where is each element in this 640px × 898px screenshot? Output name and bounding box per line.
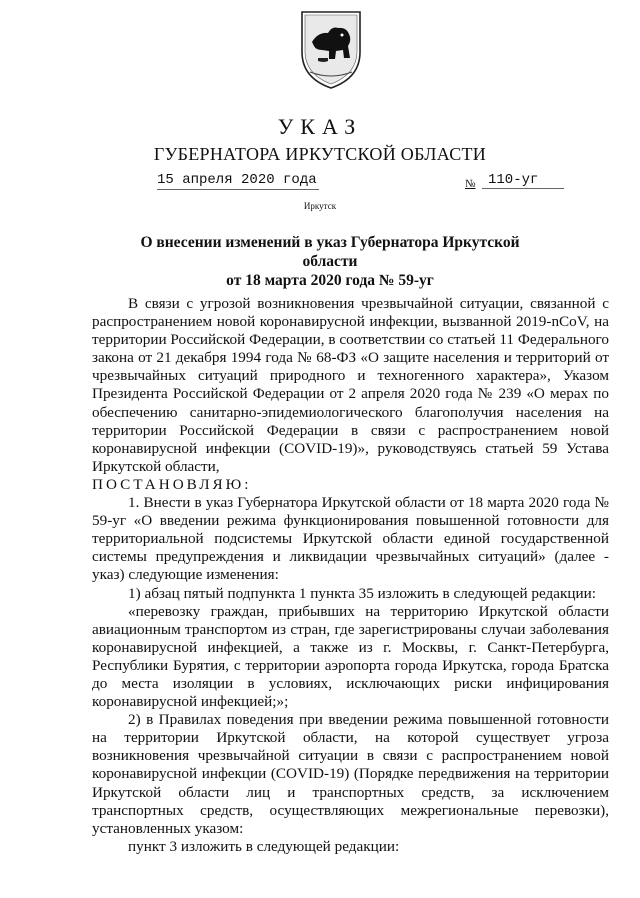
document-heading — [120, 233, 540, 290]
issuer: ГУБЕРНАТОРА ИРКУТСКОЙ ОБЛАСТИ — [153, 144, 487, 164]
subitem-2-clause: пункт 3 изложить в следующей редакции: — [128, 837, 400, 855]
document-type: УКАЗ — [277, 114, 363, 139]
heading-line-2: от 18 марта 2020 года № 59-уг — [226, 272, 434, 289]
issue-date: 15 апреля 2020 года — [157, 172, 317, 188]
number-label: № — [465, 178, 476, 190]
coat-of-arms-icon — [298, 6, 364, 90]
subitem-2-paragraph: 2) в Правилах поведения при введении режима повышенной готовности на территории Иркутской области, на которой существует угроза возникновения чрезвычайной ситуации в связи с распространением новой коронавирусной инфекции (COVID-19) (Порядке передвижения на территории Иркутской области лиц и транспортных средств, за исключением транспортных средств, осуществляющих межрегиональные перевозки), установленных указом: — [92, 711, 609, 837]
document-body — [92, 295, 609, 856]
decree-word: ПОСТАНОВЛЯЮ: — [92, 475, 252, 493]
document-number: 110-уг — [482, 172, 564, 189]
quote-1-paragraph: «перевозку граждан, прибывших на территорию Иркутской области авиационным транспортом из стран, где зарегистрированы случаи заболевания коронавирусной инфекцией, а также из г. Москвы, г. Санкт-Петербурга, Республики Бурятия, с территории аэропорта города Иркутска, города Братска до места изоляции в условиях, исключающих риски инфицирования коронавирусной инфекцией;»; — [92, 602, 609, 711]
subitem-1-paragraph: 1) абзац пятый подпункта 1 пункта 35 изложить в следующей редакции: — [128, 584, 596, 602]
item-1-paragraph: 1. Внести в указ Губернатора Иркутской области от 18 марта 2020 года № 59-уг «О введении режима функционирования повышенной готовности для территориальной подсистемы Иркутской области единой государственной системы предупреждения и ликвидации чрезвычайных ситуаций» (далее - указ) следующие изменения: — [92, 494, 609, 584]
city: Иркутск — [303, 201, 337, 211]
heading-line-1: О внесении изменений в указ Губернатора Иркутской области — [140, 234, 520, 270]
preamble-paragraph: В связи с угрозой возникновения чрезвычайной ситуации, связанной с распространением новой коронавирусной инфекции, вызванной 2019-nCoV, на территории Российской Федерации, в соответствии со статьей 11 Федерального закона от 21 декабря 1994 года № 68-ФЗ «О защите населения и территорий от чрезвычайных ситуаций природного и техногенного характера», Указом Президента Российской Федерации от 2 апреля 2020 года № 239 «О мерах по обеспечению санитарно-эпидемиологического благополучия населения на территории Российской Федерации в связи с распространением новой коронавирусной инфекции (COVID-19)», руководствуясь статьей 59 Устава Иркутской области, — [92, 295, 609, 475]
